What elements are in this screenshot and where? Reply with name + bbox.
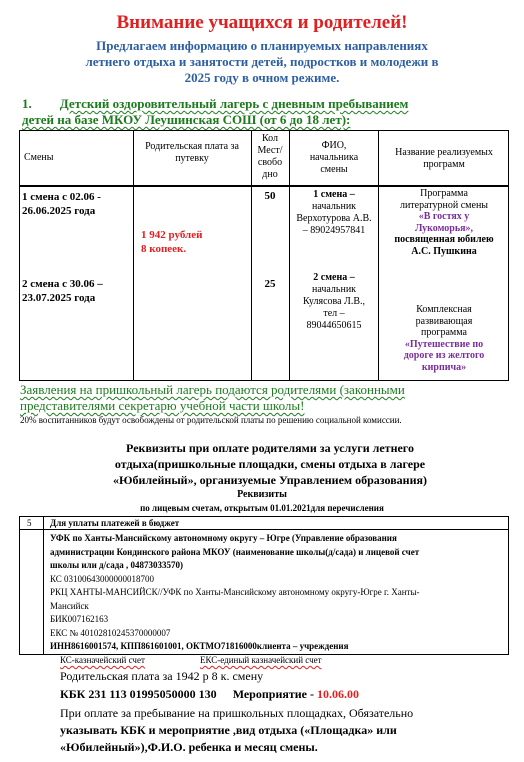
shift2-name: 2 смена с 30.06 – 23.07.2025 года [22,278,103,304]
shift2-program: Комплексная развивающая программа «Путешествие по дороге из желтого кирпича» [403,304,485,373]
header-head: ФИО, начальника смены [309,140,359,175]
final-line: При оплате за пребывание на пришкольных площадках, Обязательно [60,706,414,720]
shift1-name: 1 смена с 02.06 - 26.06.2025 года [22,191,101,217]
header-programs: Название реализуемых программ [395,147,493,170]
row-heading: Для уплаты платежей в бюджет [50,518,180,528]
final-note [60,705,520,756]
section-heading-line: Детский оздоровительный лагерь с дневным пребыванием [59,96,409,111]
section-heading [22,96,512,128]
requisites-sub: Реквизиты [237,489,287,500]
shift2-places: 25 [264,278,276,290]
ks-label: КС-казначейский счет [60,655,145,665]
requisites-heading: Реквизиты при оплате родителями за услуги летнего отдыха(пришкольные площадки, смены отдыха в лагере «Юбилейный», организуемые Управлением образования) [113,441,427,487]
section-heading-line: детей на базе МКОУ Леушинская СОШ (от 6 до 18 лет): [22,112,351,127]
row-number: 5 [27,518,32,528]
header-fee: Родительская плата за путевку [145,141,239,164]
header-places: Кол Мест/ свобо дно [257,133,283,180]
eks-label: ЕКС-единый казначейский счет [200,655,322,665]
final-line: указывать КБК и мероприятие ,вид отдыха («Площадка» или [60,723,397,737]
header-shifts: Смены [24,152,54,163]
requisites-lines: УФК по Ханты-Мансийскому автономному округу – Югре (Управление образования администрации Кондинского района МКОУ (наименование школы(д/сада) и лицевой счет школы или д/сада , 04873033570) КС 03100643000000018700 РКЦ ХАНТЫ-МАНСИЙСК//УФК по Ханты-Мансийскому автономному округу-Югре г. Ханты- Мансийск БИК007162163 ЕКС № 40102810245370000007 ИНН8616001574, КПП861601001, ОКТМО71816000клиента – учреждения [50,533,420,651]
fee-line: Родительская плата за 1942 р 8 к. смену [60,669,264,683]
shift1-places: 50 [264,190,276,202]
kbk-line [60,687,359,702]
section-number: 1. [22,96,32,111]
fee-amount: 1 942 рублей 8 копеек. [141,229,203,255]
page-title: Внимание учащихся и родителей! [116,12,408,33]
intro-line: 2025 году в очном режиме. [184,70,340,85]
event-label: Мероприятие - [232,687,317,701]
shift2-head: 2 смена – начальник Кулясова Л.В., тел – 89044650615 [303,272,365,331]
final-line: «Юбилейный»),Ф.И.О. ребенка и месяц смены. [60,740,318,754]
shift1-head: 1 смена – начальник Верхотурова А.В. – 89024957841 [296,189,372,236]
requisites-sub2: по лицевым счетам, открытым 01.01.2021для перечисления [140,503,384,513]
intro-line: летнего отдыха и занятости детей, подростков и молодежи в [85,54,439,69]
applications-note [20,382,510,414]
kbk-label: КБК 231 113 01995050000 130 [60,687,217,701]
event-value: 10.06.00 [316,687,359,701]
applications-line: Заявления на пришкольный лагерь подаются родителями (законными [20,382,405,397]
shift1-program: Программа литературной смены «В гостях у Лукоморья», посвященная юбилею А.С. Пушкина [394,188,494,257]
applications-line: представителями секретарю учебной части школы! [20,398,305,413]
intro-line: Предлагаем информацию о планируемых направлениях [96,38,428,53]
intro-text [0,38,524,86]
discount-note: 20% воспитанников будут освобождены от родительской платы по решению социальной комиссии. [20,415,402,425]
